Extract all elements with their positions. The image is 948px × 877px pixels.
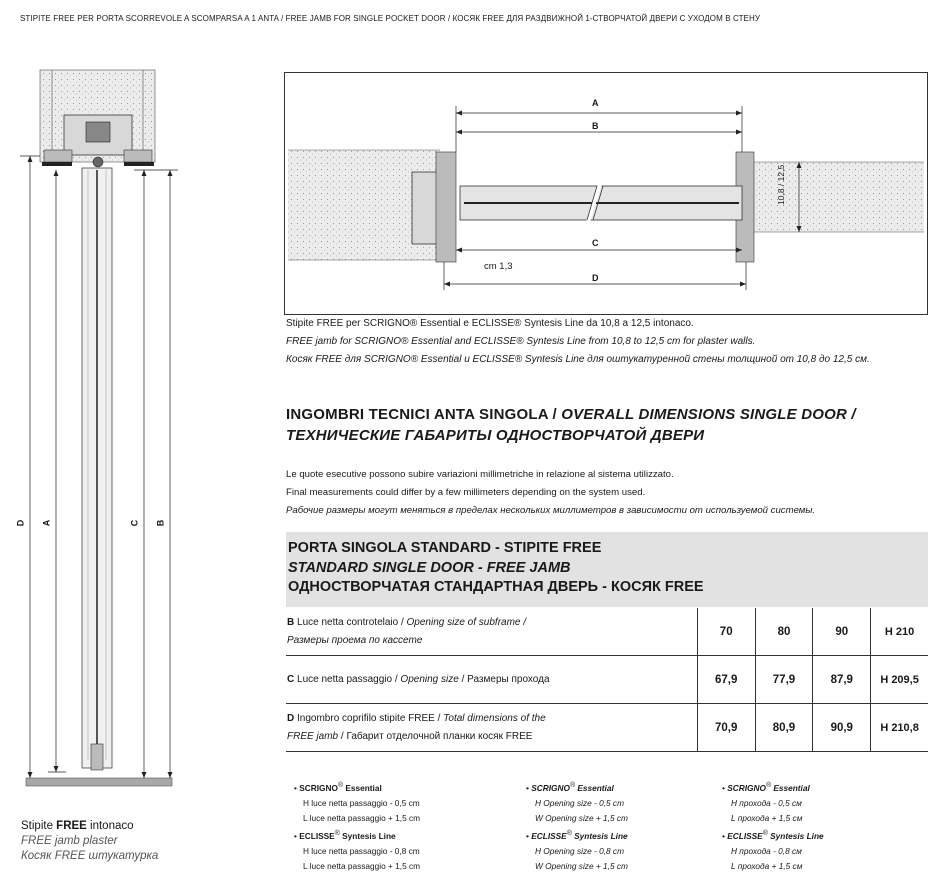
legend-ru: Косяк FREE штукатурка (21, 850, 159, 862)
table-cell: 70 (697, 608, 755, 656)
table-cell: 80 (755, 608, 813, 656)
row-label-en-2: FREE jamb (287, 730, 339, 742)
reg-mark: ® (334, 829, 340, 837)
brand-scrigno: SCRIGNO (727, 782, 766, 793)
table-cell: 87,9 (813, 656, 871, 704)
footnote-col-ru: • SCRIGNO® Essential H прохода - 0,5 см L прохода + 1,5 см • ECLISSE® Syntesis Line H прохода - 0,8 см L прохода + 1,5 см (722, 778, 824, 874)
caption-it: Stipite FREE per SCRIGNO® Essential e ECLISSE® Syntesis Line da 10,8 a 12,5 intonaco. (286, 318, 694, 329)
section-dim-c: C (129, 519, 140, 527)
page-header: STIPITE FREE PER PORTA SCORREVOLE A SCOMPARSA A 1 ANTA / FREE JAMB FOR SINGLE POCKET DOOR / КОСЯК FREE ДЛЯ РАЗДВИЖНОЙ 1-СТВОРЧАТОЙ ДВЕРИ С УХОДОМ В СТЕНУ (20, 14, 761, 23)
section-title-it: INGOMBRI TECNICI ANTA SINGOLA / (286, 406, 562, 423)
table-cell: 70,9 (697, 704, 755, 752)
caption-ru: Косяк FREE для SCRIGNO® Essential и ECLISSE® Syntesis Line для оштукатуренной стены толщиной от 10,8 до 12,5 см. (286, 354, 870, 365)
table-header (286, 532, 928, 607)
row-label-en: Opening size (400, 673, 459, 685)
brand-model: Syntesis Line (571, 830, 628, 841)
reg-mark: ® (337, 782, 344, 789)
section-title-en: OVERALL DIMENSIONS SINGLE DOOR / (561, 406, 856, 423)
table-cell: 90,9 (813, 704, 871, 752)
table-head-en: STANDARD SINGLE DOOR - FREE JAMB (288, 559, 571, 576)
reg-mark: ® (569, 782, 576, 789)
legend-it-bold: FREE (56, 820, 87, 832)
table-head-it: PORTA SINGOLA STANDARD - STIPITE FREE (288, 540, 602, 556)
footnote-line: H прохода - 0,8 см (731, 845, 802, 856)
footnote-line: W Opening size + 1,5 cm (535, 860, 628, 871)
section-legend (21, 819, 158, 864)
footnote-line: L прохода + 1,5 см (731, 860, 803, 871)
brand-model: Syntesis Line (339, 830, 396, 841)
section-dim-b: B (155, 519, 166, 527)
plan-dim-c: C (592, 238, 599, 248)
plan-dim-b: B (592, 121, 599, 131)
row-label: Ingombro coprifilo stipite FREE / (294, 712, 444, 724)
legend-it: Stipite (21, 820, 57, 832)
brand-model: Essential (771, 782, 810, 793)
row-label-en: Total dimensions of the (443, 712, 546, 724)
footnote-line: H luce netta passaggio - 0,5 cm (303, 797, 420, 808)
table-cell: 90 (813, 608, 871, 656)
brand-scrigno: SCRIGNO (299, 782, 338, 793)
note-ru: Рабочие размеры могут меняться в пределах нескольких миллиметров в зависимости от используемой системы. (286, 505, 816, 516)
footnote-line: L прохода + 1,5 см (731, 812, 803, 823)
footnote-line: H luce netta passaggio - 0,8 cm (303, 845, 420, 856)
legend-it-end: intonaco (86, 820, 134, 832)
legend-en: FREE jamb plaster (21, 835, 118, 847)
row-label-en: Opening size of subframe / (406, 616, 527, 628)
brand-model: Syntesis Line (767, 830, 824, 841)
brand-model: Essential (343, 782, 382, 793)
plan-dim-d: D (592, 273, 599, 283)
footnote-line: W Opening size + 1,5 cm (535, 812, 628, 823)
plan-view-drawing (284, 72, 928, 315)
brand-eclisse: ECLISSE (531, 830, 567, 841)
row-key: D (287, 712, 295, 724)
brand-model: Essential (575, 782, 614, 793)
section-dim-d: D (15, 519, 26, 527)
table-head-ru: ОДНОСТВОРЧАТАЯ СТАНДАРТНАЯ ДВЕРЬ - КОСЯК FREE (288, 579, 704, 595)
table-cell: 67,9 (697, 656, 755, 704)
row-label-ru: / Габарит отделочной планки косяк FREE (338, 730, 533, 742)
row-label: Luce netta passaggio / (294, 673, 401, 685)
footnote-line: L luce netta passaggio + 1,5 cm (303, 860, 421, 871)
footnote-line: H прохода - 0,5 см (731, 797, 802, 808)
note-en: Final measurements could differ by a few millimeters depending on the system used. (286, 487, 646, 498)
section-dim-a: A (41, 519, 52, 527)
vertical-section-drawing (0, 60, 200, 800)
footnote-line: L luce netta passaggio + 1,5 cm (303, 812, 421, 823)
plan-dim-a: A (592, 98, 599, 108)
brand-eclisse: ECLISSE (299, 830, 335, 841)
dimensions-table (286, 608, 928, 752)
plan-dim-cm: cm 1,3 (484, 261, 513, 272)
reg-mark: ® (566, 829, 572, 837)
note-it: Le quote esecutive possono subire variazioni millimetriche in relazione al sistema utilizzato. (286, 469, 674, 480)
footnote-line: H Opening size - 0,8 cm (535, 845, 624, 856)
section-title (286, 404, 856, 446)
row-label-ru: Размеры проема по кассете (287, 634, 423, 646)
table-row (286, 704, 928, 752)
table-cell: 77,9 (755, 656, 813, 704)
row-key: C (287, 673, 295, 685)
brand-eclisse: ECLISSE (727, 830, 763, 841)
footnote-col-it: • SCRIGNO® Essential H luce netta passaggio - 0,5 cm L luce netta passaggio + 1,5 cm • ECLISSE® Syntesis Line H luce netta passaggio - 0,8 cm L luce netta passaggio + 1,5 cm (294, 778, 420, 874)
plan-dim-wall: 10,8 / 12,5 (776, 164, 786, 205)
table-row (286, 656, 928, 704)
caption-en: FREE jamb for SCRIGNO® Essential and ECLISSE® Syntesis Line from 10,8 to 12,5 cm for plaster walls. (286, 336, 756, 347)
reg-mark: ® (765, 782, 772, 789)
table-cell: H 209,5 (871, 656, 928, 704)
footnote-col-en: • SCRIGNO® Essential H Opening size - 0,5 cm W Opening size + 1,5 cm • ECLISSE® Syntesis Line H Opening size - 0,8 cm W Opening size + 1,5 cm (526, 778, 628, 874)
table-row (286, 608, 928, 656)
table-cell: H 210,8 (871, 704, 928, 752)
brand-scrigno: SCRIGNO (531, 782, 570, 793)
row-label-ru: / Размеры прохода (458, 673, 550, 685)
row-key: B (287, 616, 295, 628)
reg-mark: ® (762, 829, 768, 837)
section-title-ru: ТЕХНИЧЕСКИЕ ГАБАРИТЫ ОДНОСТВОРЧАТОЙ ДВЕРИ (286, 427, 705, 444)
row-label: Luce netta controtelaio / (294, 616, 407, 628)
footnote-line: H Opening size - 0,5 cm (535, 797, 624, 808)
plan-caption (286, 315, 870, 369)
section-notes (286, 466, 815, 520)
table-cell: H 210 (871, 608, 928, 656)
table-cell: 80,9 (755, 704, 813, 752)
